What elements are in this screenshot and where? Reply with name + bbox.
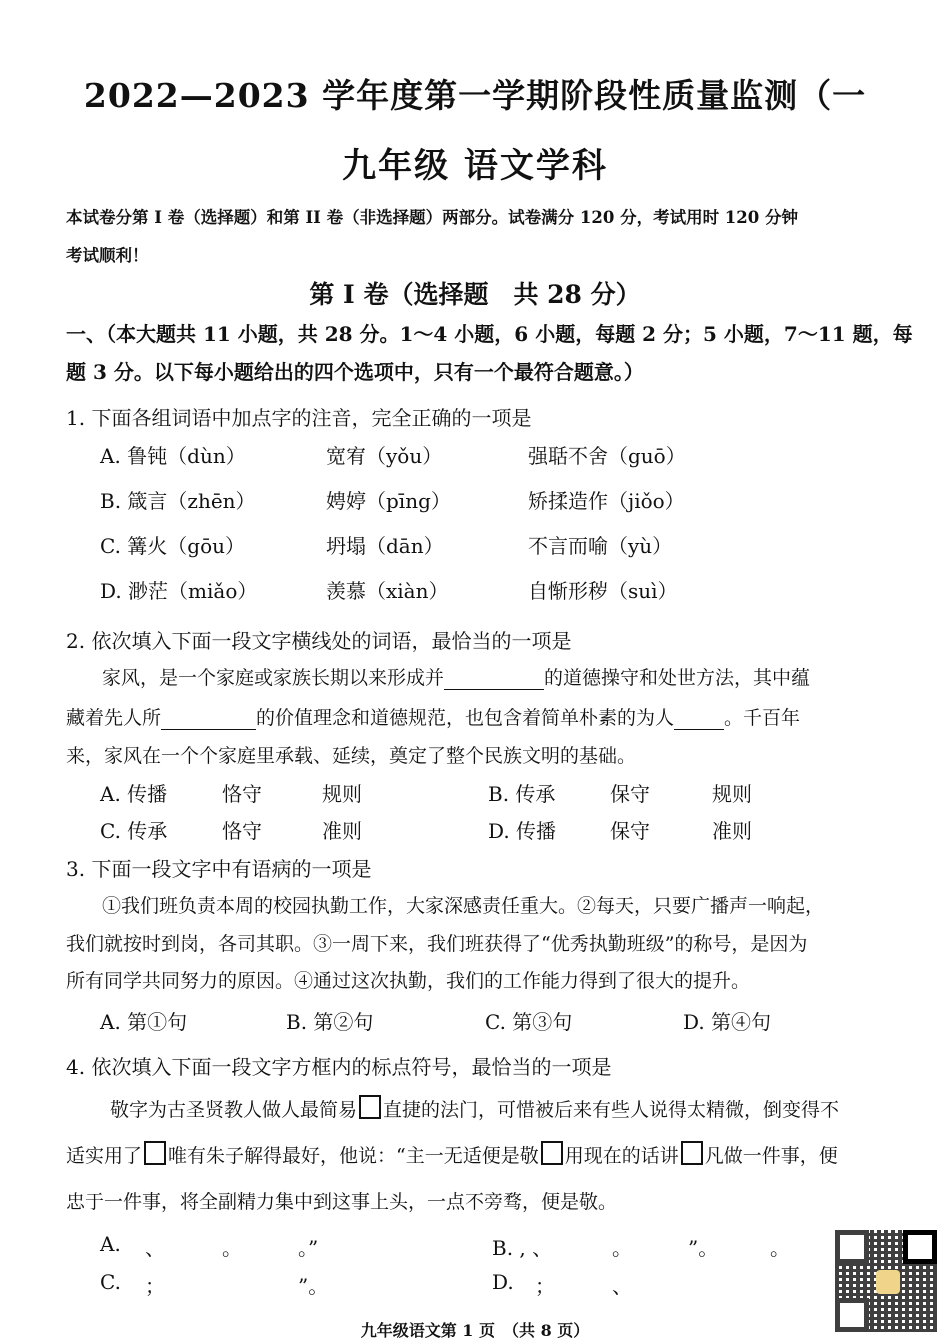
q4-para-line-3: 忠于一件事，将全副精力集中到这事上头，一点不旁骛，便是敬。 xyxy=(66,1191,618,1213)
q3-para-line-2: 我们就按时到岗，各司其职。③一周下来，我们班获得了“优秀执勤班级”的称号，是因为 xyxy=(66,933,808,955)
q4-option-b-label: B. , 、 xyxy=(492,1236,553,1260)
q4-box-2 xyxy=(144,1141,166,1165)
q4-box-1 xyxy=(359,1095,381,1119)
q2-text-2c: 。千百年 xyxy=(724,707,801,729)
q4-option-d-1: ； xyxy=(535,1274,555,1298)
instruction-line-2: 题 3 分。以下每小题给出的四个选项中，只有一个最符合题意。） xyxy=(66,360,644,384)
q1-option-d-1: D. 渺茫（miǎo） xyxy=(100,579,258,603)
q2-option-c-3: 准则 xyxy=(322,819,362,843)
q4-option-b-3: ”。 xyxy=(688,1236,719,1260)
q2-option-b-2: 保守 xyxy=(610,782,650,806)
q2-option-a-1: A. 传播 xyxy=(100,782,168,806)
q3-stem: 3. 下面一段文字中有语病的一项是 xyxy=(66,857,372,881)
q3-option-b: B. 第②句 xyxy=(286,1010,374,1034)
q1-stem: 1. 下面各组词语中加点字的注音，完全正确的一项是 xyxy=(66,406,532,430)
qr-code-corner xyxy=(903,1230,937,1264)
q2-para-line-3: 来，家风在一个个家庭里承载、延续，奠定了整个民族文明的基础。 xyxy=(66,745,637,767)
q2-text-1b: 的道德操守和处世方法，其中蕴 xyxy=(544,667,811,689)
q2-option-b-1: B. 传承 xyxy=(488,782,556,806)
q2-text-2a: 藏着先人所 xyxy=(66,707,162,729)
page-footer: 九年级语文第 1 页 （共 8 页） xyxy=(360,1321,590,1340)
q4-option-a-1: 、 xyxy=(145,1236,165,1260)
q2-blank-3 xyxy=(674,707,724,730)
q1-option-a-1: A. 鲁钝（dùn） xyxy=(100,444,246,468)
q4-text-2b: 唯有朱子解得最好，他说：“主一无适便是敬 xyxy=(168,1145,539,1167)
q2-option-d-3: 准则 xyxy=(712,819,752,843)
section-heading: 第 I 卷（选择题 共 28 分） xyxy=(309,280,641,309)
q2-para-line-2 xyxy=(66,703,800,730)
q4-box-3 xyxy=(541,1141,563,1165)
q2-text-2b: 的价值理念和道德规范，也包含着简单朴素的为人 xyxy=(256,707,675,729)
q3-option-d: D. 第④句 xyxy=(683,1010,772,1034)
q1-option-c-2: 坍塌（dān） xyxy=(326,534,444,558)
q4-para-line-1 xyxy=(110,1095,839,1122)
q4-option-c-1: ； xyxy=(145,1274,165,1298)
q2-text-1a: 家风，是一个家庭或家族长期以来形成并 xyxy=(102,667,445,689)
q1-option-a-2: 宽宥（yǒu） xyxy=(326,444,443,468)
q4-option-c-3: ”。 xyxy=(298,1274,329,1298)
q4-option-d-2: 、 xyxy=(612,1274,632,1298)
q4-stem: 4. 依次填入下面一段文字方框内的标点符号，最恰当的一项是 xyxy=(66,1055,612,1079)
q2-option-a-2: 恪守 xyxy=(222,782,262,806)
q3-option-c: C. 第③句 xyxy=(485,1010,573,1034)
q3-option-a: A. 第①句 xyxy=(100,1010,188,1034)
q4-text-2a: 适实用了 xyxy=(66,1145,143,1167)
exam-title: 2022—2023 学年度第一学期阶段性质量监测（一 xyxy=(83,76,867,115)
q4-option-a-3: 。” xyxy=(298,1236,319,1260)
q1-option-b-2: 娉婷（pīng） xyxy=(326,489,451,513)
intro-line-2: 考试顺利！ xyxy=(66,246,149,265)
q1-option-c-3: 不言而喻（yù） xyxy=(528,534,673,558)
q4-text-2d: 凡做一件事，便 xyxy=(704,1145,838,1167)
q2-blank-1 xyxy=(444,667,544,690)
exam-subtitle: 九年级 语文学科 xyxy=(342,146,608,186)
q1-option-b-3: 矫揉造作（jiǒo） xyxy=(528,489,685,513)
q3-para-line-3: 所有同学共同努力的原因。④通过这次执勤，我们的工作能力得到了很大的提升。 xyxy=(66,970,751,992)
q2-blank-2 xyxy=(161,707,256,730)
q2-option-d-1: D. 传播 xyxy=(488,819,557,843)
q2-option-a-3: 规则 xyxy=(322,782,362,806)
q1-option-a-3: 强聒不舍（guō） xyxy=(528,444,686,468)
q4-text-2c: 用现在的话讲 xyxy=(564,1145,679,1167)
q2-para-line-1 xyxy=(102,663,810,690)
q1-option-b-1: B. 箴言（zhēn） xyxy=(100,489,256,513)
instruction-line-1: 一、（本大题共 11 小题，共 28 分。1～4 小题，6 小题，每题 2 分；5 小题，7～11 题，每 xyxy=(66,322,913,346)
q2-option-c-1: C. 传承 xyxy=(100,819,168,843)
q4-option-d-label: D. xyxy=(492,1270,514,1294)
q2-option-b-3: 规则 xyxy=(712,782,752,806)
q4-text-1a: 敬字为古圣贤教人做人最简易 xyxy=(110,1099,358,1121)
q4-option-a-label: A. xyxy=(100,1232,121,1256)
q1-option-d-3: 自惭形秽（suì） xyxy=(528,579,678,603)
q4-option-c-label: C. xyxy=(100,1270,121,1294)
q2-option-c-2: 恪守 xyxy=(222,819,262,843)
q4-box-4 xyxy=(681,1141,703,1165)
intro-line-1: 本试卷分第 I 卷（选择题）和第 II 卷（非选择题）两部分。试卷满分 120 分，考试用时 120 分钟 xyxy=(66,208,798,227)
q4-para-line-2 xyxy=(66,1141,838,1168)
q4-option-a-2: 。 xyxy=(222,1236,242,1260)
q2-stem: 2. 依次填入下面一段文字横线处的词语，最恰当的一项是 xyxy=(66,629,572,653)
q3-para-line-1: ①我们班负责本周的校园执勤工作，大家深感责任重大。②每天，只要广播声一响起， xyxy=(102,895,825,917)
q4-option-b-2: 。 xyxy=(612,1236,632,1260)
qr-center-badge-icon xyxy=(876,1270,900,1294)
q4-option-b-4: 。 xyxy=(770,1236,790,1260)
q4-text-1b: 直捷的法门，可惜被后来有些人说得太精微，倒变得不 xyxy=(383,1099,840,1121)
q1-option-d-2: 羡慕（xiàn） xyxy=(326,579,449,603)
q2-option-d-2: 保守 xyxy=(610,819,650,843)
q1-option-c-1: C. 篝火（gōu） xyxy=(100,534,246,558)
